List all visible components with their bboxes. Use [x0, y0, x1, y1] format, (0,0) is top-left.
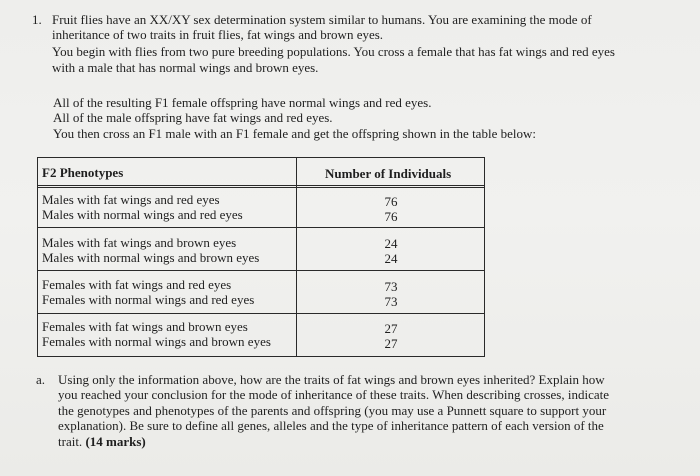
table-row-phenotype: Males with fat wings and red eyes: [42, 192, 220, 207]
table-row-count: 73: [384, 294, 398, 309]
part-a-last-line-prefix: trait.: [58, 434, 83, 449]
part-a-line-3: the genotypes and phenotypes of the parents and offspring (you may use a Punnett square to support your: [58, 403, 607, 418]
intro-line-3: You begin with flies from two pure breeding populations. You cross a female that has fat wings and red eyes: [52, 44, 615, 59]
table-row-phenotype: Females with normal wings and brown eyes: [42, 334, 271, 349]
table-row-divider: [38, 313, 484, 314]
part-a-label: a.: [36, 372, 46, 387]
table-row-count: 24: [384, 236, 398, 251]
table-row-phenotype: Males with normal wings and brown eyes: [42, 250, 260, 265]
part-a-line-1: Using only the information above, how are the traits of fat wings and brown eyes inherited? Explain how: [58, 372, 605, 387]
table-row-phenotype: Males with fat wings and brown eyes: [42, 235, 237, 250]
table-row-count: 76: [384, 194, 398, 209]
table-row-divider: [38, 227, 484, 228]
part-a-line-5: [58, 434, 146, 449]
part-a-line-2: you reached your conclusion for the mode of inheritance of these traits. When describing crosses, indicate: [58, 387, 609, 402]
result-line-2: All of the male offspring have fat wings and red eyes.: [53, 110, 333, 125]
header-phenotypes: F2 Phenotypes: [42, 165, 124, 180]
result-line-3: You then cross an F1 male with an F1 female and get the offspring shown in the table below:: [53, 126, 536, 141]
table-row-count: 27: [384, 336, 398, 351]
intro-line-1: Fruit flies have an XX/XY sex determination system similar to humans. You are examining the mode of: [52, 12, 592, 27]
table-row-phenotype: Females with fat wings and red eyes: [42, 277, 232, 292]
table-row-count: 76: [384, 209, 398, 224]
f2-phenotype-table: [37, 157, 485, 357]
part-a-line-4: explanation). Be sure to define all genes, alleles and the type of inheritance pattern of each version of the: [58, 418, 604, 433]
question-number: 1.: [32, 12, 42, 27]
table-row-count: 73: [384, 279, 398, 294]
part-a-marks: (14 marks): [85, 434, 146, 449]
table-row-count: 27: [384, 321, 398, 336]
table-row-divider: [38, 270, 484, 271]
intro-line-2: inheritance of two traits in fruit flies, fat wings and brown eyes.: [52, 27, 384, 42]
table-row-phenotype: Females with fat wings and brown eyes: [42, 319, 248, 334]
table-header-divider: [38, 185, 484, 188]
table-row-phenotype: Females with normal wings and red eyes: [42, 292, 255, 307]
table-row-phenotype: Males with normal wings and red eyes: [42, 207, 243, 222]
table-row-count: 24: [384, 251, 398, 266]
intro-line-4: with a male that has normal wings and brown eyes.: [52, 60, 319, 75]
result-line-1: All of the resulting F1 female offspring have normal wings and red eyes.: [53, 95, 432, 110]
header-count: Number of Individuals: [325, 166, 452, 181]
